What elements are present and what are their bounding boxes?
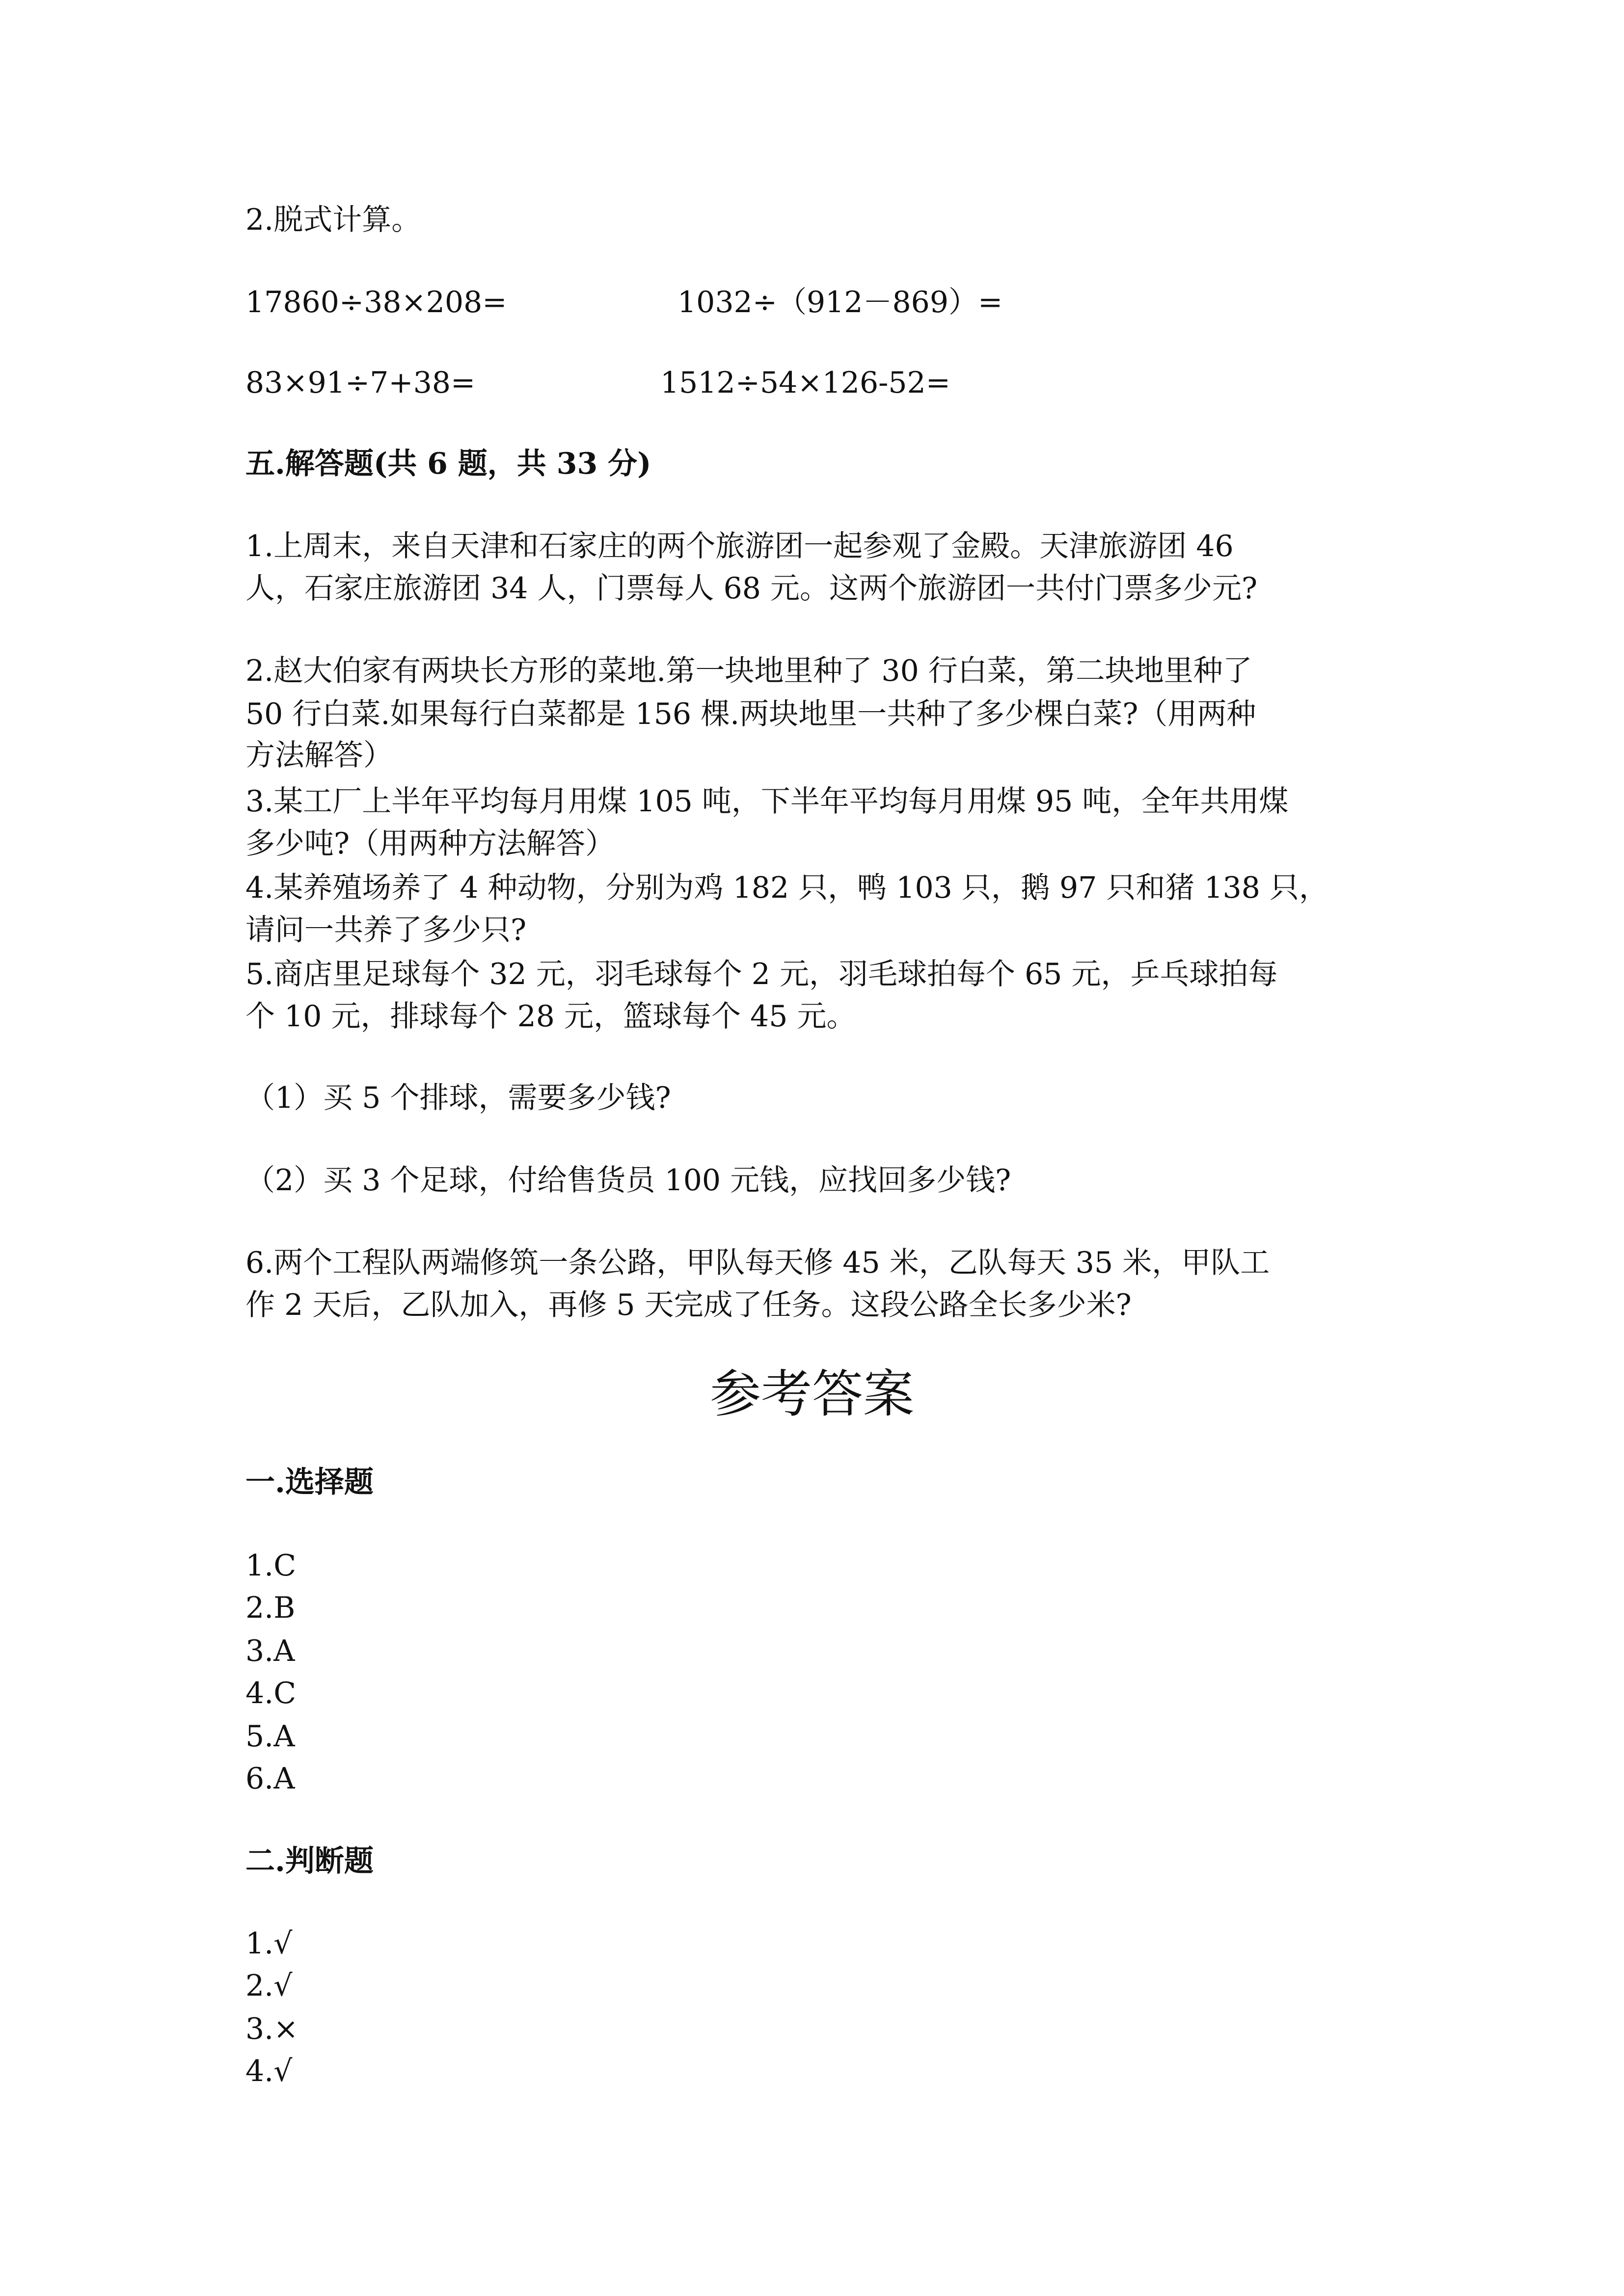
answer-section-heading: 一.选择题 — [245, 1465, 374, 1499]
question-5-line: 个 10 元，排球每个 28 元，篮球每个 45 元。 — [245, 999, 856, 1034]
question-1-line: 1.上周末，来自天津和石家庄的两个旅游团一起参观了金殿。天津旅游团 46 — [245, 529, 1234, 563]
question-2-line: 50 行白菜.如果每行白菜都是 156 棵.两块地里一共种了多少棵白菜?（用两种 — [245, 697, 1256, 731]
calc-expression: 1032÷（912－869）= — [677, 285, 1003, 320]
answer-title: 参考答案 — [709, 1364, 914, 1424]
calc-expression: 83×91÷7+38= — [245, 366, 476, 400]
answer-item: 6.A — [245, 1762, 295, 1796]
question-6-line: 6.两个工程队两端修筑一条公路，甲队每天修 45 米，乙队每天 35 米，甲队工 — [245, 1246, 1270, 1280]
question-6-line: 作 2 天后，乙队加入，再修 5 天完成了任务。这段公路全长多少米? — [245, 1288, 1132, 1322]
calc-expression: 1512÷54×126-52= — [660, 366, 951, 400]
answer-item: 4.√ — [245, 2054, 293, 2088]
answer-item: 3.A — [245, 1634, 295, 1668]
answer-item: 2.√ — [245, 1969, 293, 2003]
question-2-line: 2.赵大伯家有两块长方形的菜地.第一块地里种了 30 行白菜，第二块地里种了 — [245, 654, 1252, 688]
question-3-line: 多少吨?（用两种方法解答） — [245, 827, 615, 861]
question-1-line: 人，石家庄旅游团 34 人，门票每人 68 元。这两个旅游团一共付门票多少元? — [245, 571, 1258, 606]
answer-item: 1.C — [245, 1548, 297, 1583]
answer-item: 1.√ — [245, 1926, 293, 1961]
answer-item: 2.B — [245, 1591, 296, 1625]
calc-heading: 2.脱式计算。 — [245, 203, 421, 237]
answer-section-heading: 二.判断题 — [245, 1844, 374, 1878]
calc-expression: 17860÷38×208= — [245, 285, 507, 320]
answer-item: 3.× — [245, 2012, 298, 2046]
question-4-line: 4.某养殖场养了 4 种动物，分别为鸡 182 只，鸭 103 只，鹅 97 只和猪 138 只， — [245, 871, 1329, 905]
question-2-line: 方法解答） — [245, 738, 393, 773]
answer-item: 5.A — [245, 1719, 295, 1754]
question-5-sub-2: （2）买 3 个足球，付给售货员 100 元钱，应找回多少钱? — [245, 1163, 1011, 1198]
answer-item: 4.C — [245, 1676, 297, 1710]
section-heading: 五.解答题(共 6 题，共 33 分) — [245, 447, 651, 481]
question-5-line: 5.商店里足球每个 32 元，羽毛球每个 2 元，羽毛球拍每个 65 元，乒乓球拍每 — [245, 957, 1278, 991]
question-5-sub-1: （1）买 5 个排球，需要多少钱? — [245, 1081, 671, 1115]
question-4-line: 请问一共养了多少只? — [245, 913, 527, 947]
question-3-line: 3.某工厂上半年平均每月用煤 105 吨，下半年平均每月用煤 95 吨，全年共用煤 — [245, 784, 1289, 819]
